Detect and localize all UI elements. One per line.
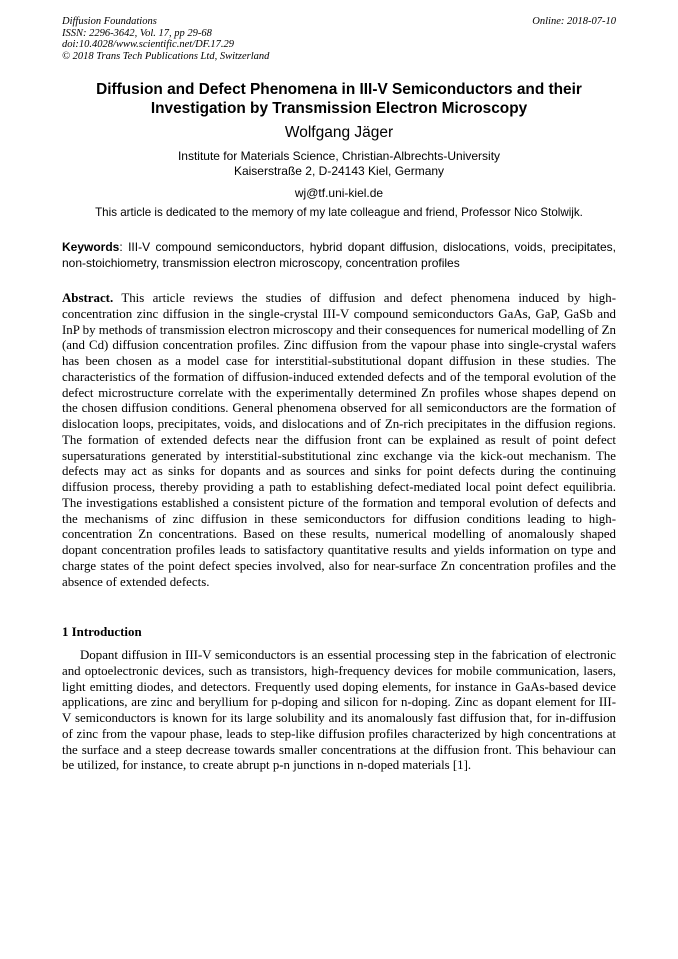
section-heading-introduction: 1 Introduction xyxy=(62,625,142,639)
dedication: This article is dedicated to the memory of my late colleague and friend, Professor Nico Stolwijk. xyxy=(95,206,583,219)
journal-issn: ISSN: 2296-3642, Vol. 17, pp 29-68 xyxy=(62,27,212,39)
keywords xyxy=(62,240,616,271)
keywords-text: : III-V compound semiconductors, hybrid dopant diffusion, dislocations, voids, precipitates, non-stoichiometry, transmission electron microscopy, concentration profiles xyxy=(62,240,616,270)
abstract-text: This article reviews the studies of diffusion and defect phenomena induced by high-concentration zinc diffusion in the single-crystal III-V compound semiconductors GaAs, GaP, GaSb and InP by methods of transmission electron microscopy and their consequences for numerical modelling of Zn (and Cd) diffusion concentration profiles. Zinc diffusion from the vapour phase into single-crystal wafers has been chosen as a model case for interstitial-substitutional dopant diffusion in these studies. The characteristics of the formation of diffusion-induced extended defects and of the temporal evolution of the defect microstructure correlate with the experimentally determined Zn profiles whose shapes depend on the chosen diffusion conditions. General phenomena observed for all semiconductors are the formation of dislocation loops, precipitates, voids, and dislocations and of Zn-rich precipitates in the diffusion regions. The formation of extended defects near the diffusion front can be explained as result of point defect supersaturations generated by interstitial-substitutional zinc exchange via the kick-out mechanism. The defects may act as sinks for dopants and as sources and sinks for point defects during the continuing diffusion process, thereby providing a path to establishing defect-mediated local point defect equilibria. The investigations established a consistent picture of the formation and temporal evolution of defects and the mechanisms of zinc diffusion in these semiconductors for diffusion conditions leading to high-concentration Zn concentrations. Based on these results, numerical modelling of anomalously shaped dopant concentration profiles leads to satisfactory quantitative results and yields information on type and charge states of the point defect species involved, also for near-surface Zn concentration profiles and the absence of extended defects. xyxy=(62,291,616,589)
journal-doi: doi:10.4028/www.scientific.net/DF.17.29 xyxy=(62,39,234,50)
abstract xyxy=(62,291,616,590)
online-date-block xyxy=(532,16,616,28)
paper-title: Diffusion and Defect Phenomena in III-V Semiconductors and their Investigation by Transmission Electron Microscopy xyxy=(96,81,582,117)
journal-copyright: © 2018 Trans Tech Publications Ltd, Switzerland xyxy=(62,50,270,62)
introduction-paragraph: Dopant diffusion in III-V semiconductors is an essential processing step in the fabrication of electronic and optoelectronic devices, such as transistors, high-frequency devices for mobile communication, lasers, light emitting diodes, and detectors. Frequently used doping elements, for instance in GaAs-based device applications, are zinc and beryllium for p-doping and silicon for n-doping. Zinc as dopant element for III-V semiconductors is known for its large solubility and its anomalously fast diffusion that, for in-diffusion of zinc from the vapour phase, leads to step-like diffusion profiles characterized by high concentrations at the surface and a steep decrease towards smaller concentrations at the diffusion front. This behaviour can be utilized, for instance, to create abrupt p-n junctions in n-doped materials [1]. xyxy=(62,648,616,773)
affiliation-line-1: Institute for Materials Science, Christian-Albrechts-University xyxy=(177,149,501,163)
online-date: Online: 2018-07-10 xyxy=(532,16,616,27)
abstract-label: Abstract. xyxy=(62,291,114,305)
affiliation-line-2: Kaiserstraße 2, D-24143 Kiel, Germany xyxy=(233,164,445,178)
journal-info xyxy=(62,16,269,62)
author-email: wj@tf.uni-kiel.de xyxy=(294,186,384,200)
keywords-label: Keywords xyxy=(62,240,120,254)
author-name: Wolfgang Jäger xyxy=(284,124,394,141)
title-block xyxy=(62,80,616,220)
author-affiliation xyxy=(62,149,616,179)
journal-name: Diffusion Foundations xyxy=(62,16,157,27)
